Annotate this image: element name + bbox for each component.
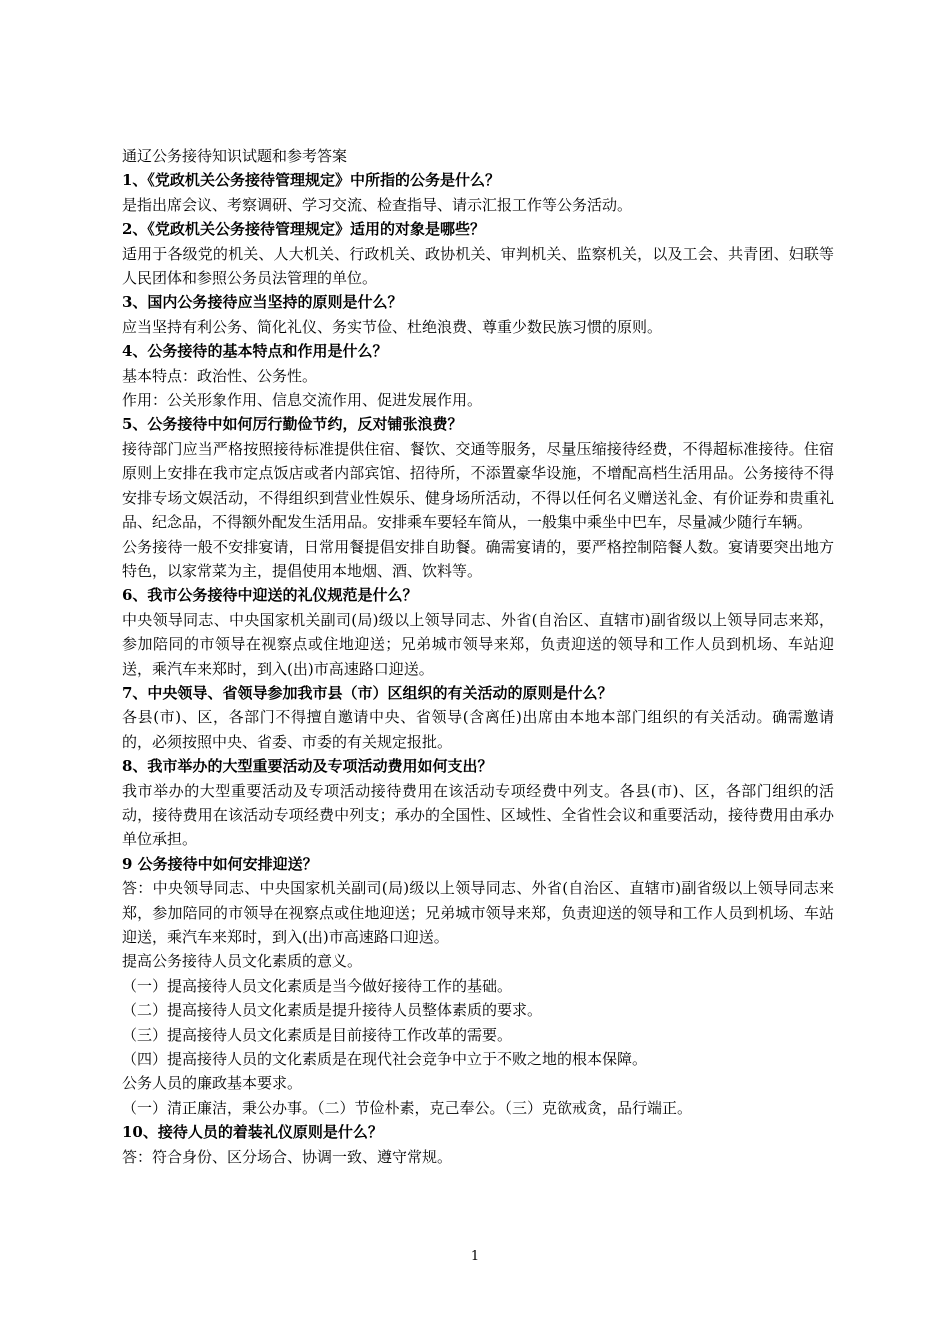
answer-paragraph: 提高公务接待人员文化素质的意义。	[122, 952, 363, 971]
answer-paragraph: 适用于各级党的机关、人大机关、行政机关、政协机关、审判机关、监察机关，以及工会、共青团、妇联等人民团体和参照公务员法管理的单位。	[122, 244, 834, 288]
answer-paragraph: 公务人员的廉政基本要求。	[122, 1074, 303, 1093]
answer-paragraph: 作用：公关形象作用、信息交流作用、促进发展作用。	[122, 391, 483, 410]
document-body	[122, 144, 834, 1169]
page-number: 1	[470, 1249, 480, 1264]
answer-paragraph: （二）提高接待人员文化素质是提升接待人员整体素质的要求。	[122, 1001, 543, 1020]
answer-paragraph: 公务接待一般不安排宴请，日常用餐提倡安排自助餐。确需宴请的，要严格控制陪餐人数。宴请要突出地方特色，以家常菜为主，提倡使用本地烟、酒、饮料等。	[122, 537, 834, 580]
question-heading: 3、国内公务接待应当坚持的原则是什么？	[122, 293, 403, 312]
answer-paragraph: 答：中央领导同志、中央国家机关副司(局)级以上领导同志、外省(自治区、直辖市)副省级以上领导同志来郑，参加陪同的市领导在视察点或住地迎送；兄弟城市领导来郑，负责迎送的领导和工作人员到机场、车站迎送，乘汽车来郑时，到入(出)市高速路口迎送。	[122, 879, 834, 946]
question-heading: 4、公务接待的基本特点和作用是什么？	[122, 342, 388, 361]
answer-paragraph: （三）提高接待人员文化素质是目前接待工作改革的需要。	[122, 1025, 513, 1044]
qa-list	[122, 168, 834, 1169]
answer-paragraph: 各县(市)、区，各部门不得擅自邀请中央、省领导(含离任)出席由本地本部门组织的有关活动。确需邀请的，必须按照中央、省委、市委的有关规定报批。	[122, 708, 834, 751]
question-heading: 7、中央领导、省领导参加我市县（市）区组织的有关活动的原则是什么？	[122, 683, 613, 702]
answer-paragraph: 应当坚持有利公务、简化礼仪、务实节俭、杜绝浪费、尊重少数民族习惯的原则。	[122, 317, 663, 336]
question-heading: 9 公务接待中如何安排迎送？	[122, 854, 318, 873]
answer-paragraph: （一）提高接待人员文化素质是当今做好接待工作的基础。	[122, 976, 513, 995]
answer-paragraph: 中央领导同志、中央国家机关副司(局)级以上领导同志、外省(自治区、直辖市)副省级以上领导同志来郑，参加陪同的市领导在视察点或住地迎送；兄弟城市领导来郑，负责迎送的领导和工作人员到机场、车站迎送，乘汽车来郑时，到入(出)市高速路口迎送。	[122, 610, 834, 678]
question-heading: 1、《党政机关公务接待管理规定》中所指的公务是什么？	[122, 171, 500, 190]
question-heading: 2、《党政机关公务接待管理规定》适用的对象是哪些？	[122, 220, 485, 239]
document-title: 通辽公务接待知识试题和参考答案	[122, 147, 348, 165]
answer-paragraph: 是指出席会议、考察调研、学习交流、检查指导、请示汇报工作等公务活动。	[122, 195, 633, 214]
answer-paragraph: 答：符合身份、区分场合、协调一致、遵守常规。	[122, 1147, 453, 1166]
question-heading: 6、我市公务接待中迎送的礼仪规范是什么？	[122, 586, 418, 605]
question-heading: 8、我市举办的大型重要活动及专项活动费用如何支出？	[122, 757, 493, 776]
answer-paragraph: （四）提高接待人员的文化素质是在现代社会竞争中立于不败之地的根本保障。	[122, 1050, 648, 1069]
answer-paragraph: 基本特点：政治性、公务性。	[122, 366, 318, 385]
answer-paragraph: （一）清正廉洁，秉公办事。（二）节俭朴素，克己奉公。（三）克欲戒贪，品行端正。	[122, 1098, 693, 1117]
answer-paragraph: 接待部门应当严格按照接待标准提供住宿、餐饮、交通等服务，尽量压缩接待经费，不得超标准接待。住宿原则上安排在我市定点饭店或者内部宾馆、招待所，不添置豪华设施，不增配高档生活用品。公务接待不得安排专场文娱活动，不得组织到营业性娱乐、健身场所活动，不得以任何名义赠送礼金、有价证券和贵重礼品、纪念品，不得额外配发生活用品。安排乘车要轻车简从，一般集中乘坐中巴车，尽量减少随行车辆。	[122, 439, 834, 532]
question-heading: 10、接待人员的着装礼仪原则是什么？	[122, 1123, 383, 1142]
answer-paragraph: 我市举办的大型重要活动及专项活动接待费用在该活动专项经费中列支。各县(市)、区，各部门组织的活动，接待费用在该活动专项经费中列支；承办的全国性、区域性、全省性会议和重要活动，接待费用由承办单位承担。	[122, 781, 834, 849]
question-heading: 5、公务接待中如何厉行勤俭节约，反对铺张浪费？	[122, 415, 463, 434]
